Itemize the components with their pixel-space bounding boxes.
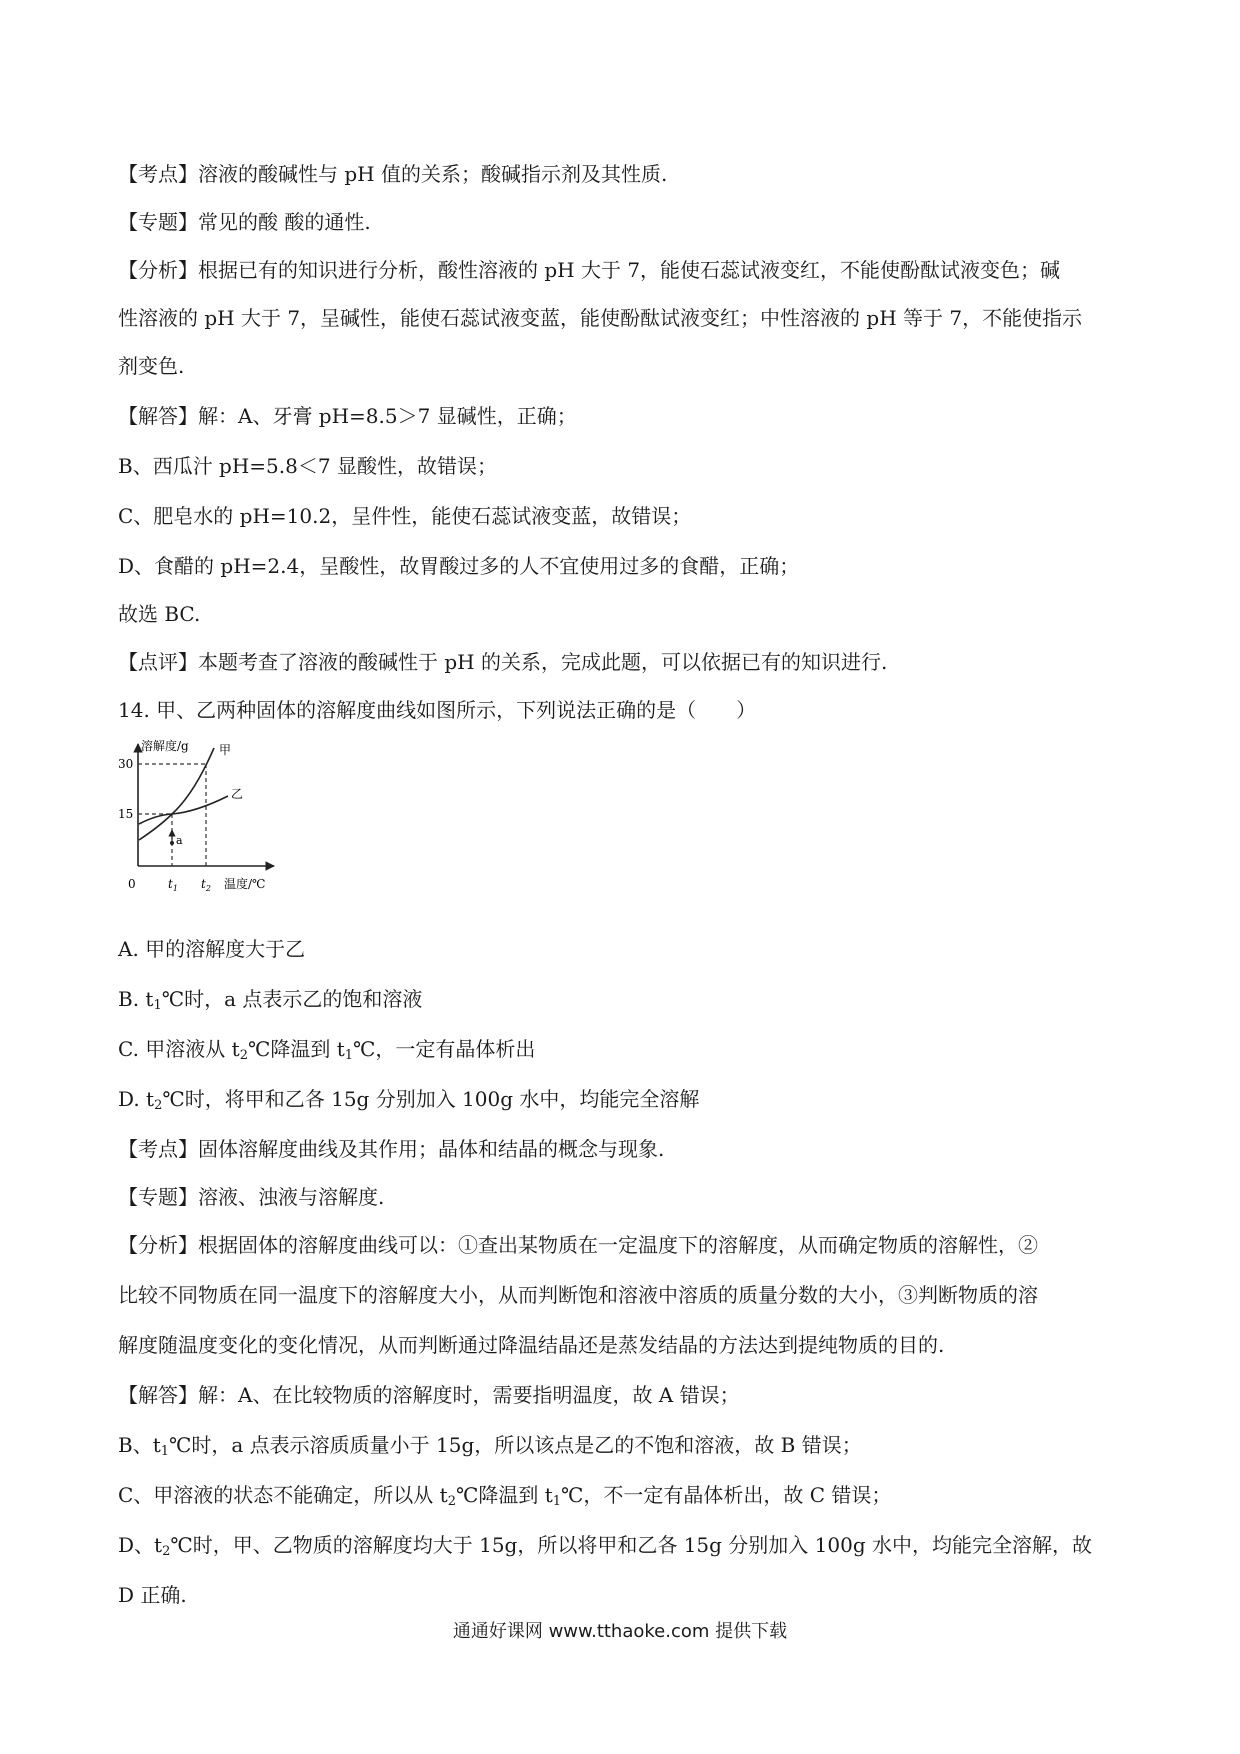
analysis-line-b: B、$t_1℃$时，a 点表示溶质质量小于 15g，所以该点是乙的不饱和溶液，故 B 错误； [118, 1433, 862, 1459]
line-10: 故选 BC. [118, 602, 201, 626]
option-d: D. $t_2℃$时，将甲和乙各 15g 分别加入 100g 水中，均能完全溶解 [118, 1087, 700, 1113]
option-a: A. 甲的溶解度大于乙 [118, 937, 306, 961]
analysis-line-6: 【解答】解：A、在比较物质的溶解度时，需要指明温度，故 A 错误； [118, 1383, 740, 1407]
x-axis-title: 温度/℃ [224, 877, 266, 891]
analysis-line-2: 【专题】溶液、浊液与溶解度. [118, 1185, 385, 1209]
line-6: 【解答】解：A、牙膏 pH=8.5＞7 显碱性，正确； [118, 404, 577, 428]
curve-jia [139, 748, 214, 840]
line-7: B、西瓜汁 pH=5.8＜7 显酸性，故错误； [118, 454, 497, 478]
tick-0: 0 [128, 877, 136, 891]
option-c: C. 甲溶液从 $t_2℃$降温到 $t_1℃$，一定有晶体析出 [118, 1037, 536, 1063]
analysis-line-1: 【考点】固体溶解度曲线及其作用；晶体和结晶的概念与现象. [118, 1137, 665, 1161]
solubility-figure [118, 738, 288, 898]
point-a-label: a [176, 834, 183, 847]
line-9: D、食醋的 pH=2.4，呈酸性，故胃酸过多的人不宜使用过多的食醋，正确； [118, 554, 800, 578]
tick-15: 15 [118, 807, 134, 821]
line-11: 【点评】本题考查了溶液的酸碱性于 pH 的关系，完成此题，可以依据已有的知识进行. [118, 650, 888, 674]
analysis-line-3: 【分析】根据固体的溶解度曲线可以：①查出某物质在一定温度下的溶解度，从而确定物质的溶解性，② [118, 1233, 1038, 1257]
page-footer: 通通好课网 www.tthaoke.com 提供下载 [452, 1621, 788, 1642]
option-b: B. $t_1℃$时，a 点表示乙的饱和溶液 [118, 987, 423, 1013]
line-3: 【分析】根据已有的知识进行分析，酸性溶液的 pH 大于 7，能使石蕊试液变红，不能使酚酞试液变色；碱 [118, 258, 1061, 282]
analysis-line-4: 比较不同物质在同一温度下的溶解度大小，从而判断饱和溶液中溶质的质量分数的大小，③判断物质的溶 [118, 1283, 1038, 1307]
analysis-line-d: D、$t_2℃$时，甲、乙物质的溶解度均大于 15g，所以将甲和乙各 15g 分别加入 100g 水中，均能完全溶解，故 [118, 1533, 1092, 1559]
question-14: 14. 甲、乙两种固体的溶解度曲线如图所示，下列说法正确的是（ ） [118, 698, 757, 722]
analysis-line-c: C、甲溶液的状态不能确定，所以从 $t_2℃$降温到 $t_1℃$，不一定有晶体析出，故 C 错误； [118, 1483, 892, 1509]
point-a [170, 841, 174, 845]
label-yi: 乙 [231, 787, 244, 801]
analysis-line-d2: D 正确. [118, 1583, 187, 1607]
tick-t1: $t_1$ [168, 877, 178, 893]
y-axis-title: 溶解度/g [141, 739, 189, 753]
tick-t2: $t_2$ [201, 877, 211, 893]
line-4: 性溶液的 pH 大于 7，呈碱性，能使石蕊试液变蓝，能使酚酞试液变红；中性溶液的 pH 等于 7，不能使指示 [118, 306, 1083, 330]
curve-yi [139, 796, 228, 824]
analysis-line-5: 解度随温度变化的变化情况，从而判断通过降温结晶还是蒸发结晶的方法达到提纯物质的目的. [118, 1333, 945, 1357]
line-1: 【考点】溶液的酸碱性与 pH 值的关系；酸碱指示剂及其性质. [118, 162, 668, 186]
line-8: C、肥皂水的 pH=10.2，呈件性，能使石蕊试液变蓝，故错误； [118, 504, 692, 528]
label-jia: 甲 [219, 743, 232, 757]
line-5: 剂变色. [118, 354, 185, 378]
tick-30: 30 [118, 757, 134, 771]
line-2: 【专题】常见的酸 酸的通性. [118, 210, 371, 234]
